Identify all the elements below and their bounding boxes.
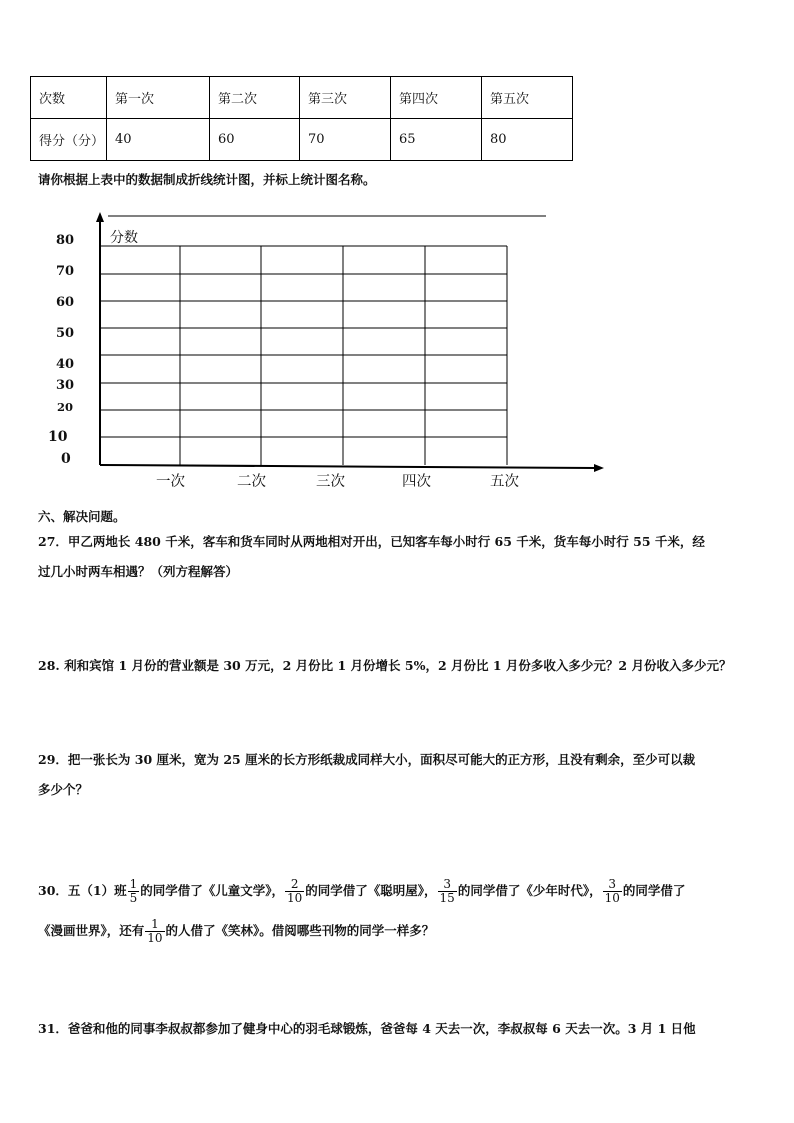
question-27	[38, 527, 758, 587]
y-tick-label: 20	[57, 400, 74, 414]
y-tick-label: 50	[56, 326, 75, 341]
q30-text: 的同学借了	[622, 883, 686, 898]
chart-instruction: 请你根据上表中的数据制成折线统计图，并标上统计图名称。	[38, 172, 376, 187]
fraction: $\frac{1}{10}$	[147, 917, 163, 945]
table-cell: 第一次	[107, 77, 210, 119]
y-tick-label: 10	[48, 429, 68, 445]
question-30-line1	[38, 871, 758, 911]
table-cell: 次数	[31, 77, 107, 119]
line-chart-grid	[0, 200, 794, 500]
table-cell: 80	[482, 119, 573, 161]
section-title: 六、解决问题。	[38, 509, 126, 524]
x-tick-label: 四次	[402, 474, 431, 490]
table-cell: 第二次	[210, 77, 300, 119]
q30-text: 的人借了《笑林》。借阅哪些刊物的同学一样多？	[165, 923, 435, 938]
y-tick-label: 70	[56, 264, 75, 279]
fraction: $\frac{3}{15}$	[439, 877, 455, 905]
fraction: $\frac{2}{10}$	[287, 877, 303, 905]
table-cell: 第五次	[482, 77, 573, 119]
q30-text: 《漫画世界》，还有	[38, 923, 145, 938]
q30-text: 的同学借了《聪明屋》，	[305, 883, 437, 898]
question-30	[38, 871, 758, 951]
question-27-line2: 过几小时两车相遇？（列方程解答）	[38, 564, 239, 579]
table-cell: 第三次	[300, 77, 391, 119]
y-tick-label: 80	[56, 233, 75, 248]
y-tick-label: 0	[61, 451, 71, 467]
x-axis-line	[100, 465, 596, 468]
y-axis-arrow	[96, 212, 104, 222]
y-tick-label: 30	[56, 378, 75, 393]
question-29-line1: 29．把一张长为 30 厘米，宽为 25 厘米的长方形纸裁成同样大小，面积尽可能大的正方形，且没有剩余，至少可以裁	[38, 752, 696, 767]
table-row	[31, 119, 573, 161]
x-tick-label: 五次	[490, 474, 519, 490]
table-cell: 60	[210, 119, 300, 161]
y-tick-label: 60	[56, 295, 75, 310]
question-29-line2: 多少个？	[38, 782, 89, 797]
table-header-row	[31, 77, 573, 119]
x-tick-label: 二次	[237, 474, 266, 490]
y-tick-label: 40	[56, 357, 75, 372]
fraction: $\frac{1}{5}$	[129, 877, 138, 905]
y-axis-unit-label: 分数	[110, 230, 138, 246]
table-cell: 40	[107, 119, 210, 161]
question-29	[38, 745, 758, 805]
x-tick-label: 一次	[156, 474, 185, 490]
table-cell: 第四次	[391, 77, 482, 119]
table-cell: 得分（分）	[31, 119, 107, 161]
question-28: 28. 利和宾馆 1 月份的营业额是 30 万元，2 月份比 1 月份增长 5%，2 月份比 1 月份多收入多少元？2 月份收入多少元？	[38, 658, 732, 673]
q30-text: 的同学借了《儿童文学》，	[140, 883, 284, 898]
q30-text: 30．五（1）班	[38, 883, 127, 898]
x-axis-arrow	[594, 464, 604, 472]
question-31: 31．爸爸和他的同事李叔叔都参加了健身中心的羽毛球锻炼，爸爸每 4 天去一次，李叔叔每 6 天去一次。3 月 1 日他	[38, 1021, 696, 1036]
question-27-line1: 27．甲乙两地长 480 千米，客车和货车同时从两地相对开出，已知客车每小时行 65 千米，货车每小时行 55 千米，经	[38, 534, 705, 549]
table-cell: 65	[391, 119, 482, 161]
q30-text: 的同学借了《少年时代》，	[457, 883, 602, 898]
table-cell: 70	[300, 119, 391, 161]
question-30-line2	[38, 911, 758, 951]
fraction: $\frac{3}{10}$	[604, 877, 620, 905]
x-tick-label: 三次	[316, 474, 345, 490]
score-table	[30, 76, 573, 161]
